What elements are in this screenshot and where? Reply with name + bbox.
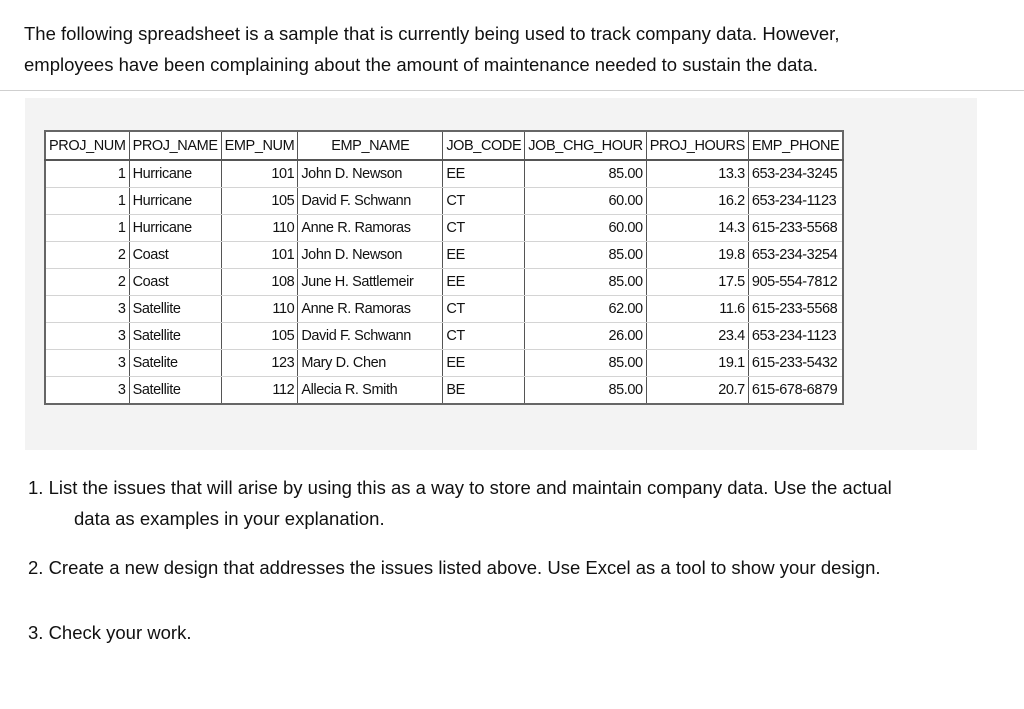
cell-job-chg-hour: 60.00 (525, 215, 646, 242)
cell-proj-hours: 23.4 (646, 323, 748, 350)
cell-proj-name: Coast (129, 269, 221, 296)
cell-proj-hours: 19.8 (646, 242, 748, 269)
cell-emp-num: 101 (221, 160, 298, 188)
header-job-chg-hour: JOB_CHG_HOUR (525, 131, 646, 160)
table-row (45, 323, 843, 350)
cell-emp-name: Allecia R. Smith (298, 377, 443, 405)
cell-job-code: EE (443, 269, 525, 296)
intro-line-2: employees have been complaining about the amount of maintenance needed to sustain the data. (24, 54, 819, 75)
cell-emp-num: 105 (221, 323, 298, 350)
cell-proj-hours: 17.5 (646, 269, 748, 296)
cell-proj-num: 3 (45, 377, 129, 405)
table-row (45, 242, 843, 269)
cell-emp-name: David F. Schwann (298, 323, 443, 350)
cell-emp-name: Mary D. Chen (298, 350, 443, 377)
table-row (45, 269, 843, 296)
cell-emp-phone: 615-678-6879 (748, 377, 843, 405)
cell-emp-name: David F. Schwann (298, 188, 443, 215)
cell-emp-name: Anne R. Ramoras (298, 296, 443, 323)
table-row (45, 296, 843, 323)
cell-proj-num: 1 (45, 188, 129, 215)
cell-emp-name: John D. Newson (298, 160, 443, 188)
table-row (45, 160, 843, 188)
intro-text (24, 18, 984, 80)
cell-proj-hours: 11.6 (646, 296, 748, 323)
intro-line-1: The following spreadsheet is a sample that is currently being used to track company data. However, (24, 23, 840, 44)
table-row (45, 377, 843, 405)
cell-proj-name: Satellite (129, 323, 221, 350)
cell-emp-phone: 653-234-3254 (748, 242, 843, 269)
cell-proj-num: 3 (45, 296, 129, 323)
cell-proj-num: 1 (45, 160, 129, 188)
cell-emp-phone: 615-233-5432 (748, 350, 843, 377)
cell-emp-phone: 905-554-7812 (748, 269, 843, 296)
cell-job-chg-hour: 85.00 (525, 160, 646, 188)
cell-job-code: CT (443, 323, 525, 350)
cell-proj-name: Coast (129, 242, 221, 269)
cell-emp-num: 108 (221, 269, 298, 296)
cell-emp-phone: 615-233-5568 (748, 296, 843, 323)
header-emp-name: EMP_NAME (298, 131, 443, 160)
cell-proj-num: 2 (45, 242, 129, 269)
cell-job-code: CT (443, 188, 525, 215)
header-emp-phone: EMP_PHONE (748, 131, 843, 160)
cell-job-chg-hour: 85.00 (525, 350, 646, 377)
question-2: 2. Create a new design that addresses the issues listed above. Use Excel as a tool to show your design. (28, 557, 881, 578)
cell-emp-num: 110 (221, 215, 298, 242)
cell-proj-name: Hurricane (129, 215, 221, 242)
cell-emp-phone: 615-233-5568 (748, 215, 843, 242)
cell-job-chg-hour: 85.00 (525, 242, 646, 269)
cell-emp-num: 112 (221, 377, 298, 405)
cell-job-chg-hour: 26.00 (525, 323, 646, 350)
cell-emp-num: 123 (221, 350, 298, 377)
cell-emp-num: 105 (221, 188, 298, 215)
cell-proj-num: 3 (45, 323, 129, 350)
cell-emp-phone: 653-234-3245 (748, 160, 843, 188)
cell-proj-name: Hurricane (129, 160, 221, 188)
cell-emp-num: 101 (221, 242, 298, 269)
spreadsheet-table (44, 130, 844, 405)
header-proj-num: PROJ_NUM (45, 131, 129, 160)
cell-proj-num: 2 (45, 269, 129, 296)
header-proj-hours: PROJ_HOURS (646, 131, 748, 160)
cell-emp-phone: 653-234-1123 (748, 323, 843, 350)
cell-job-code: CT (443, 215, 525, 242)
cell-proj-name: Satelite (129, 350, 221, 377)
cell-proj-hours: 13.3 (646, 160, 748, 188)
cell-proj-hours: 14.3 (646, 215, 748, 242)
cell-proj-hours: 19.1 (646, 350, 748, 377)
cell-proj-num: 3 (45, 350, 129, 377)
divider (0, 90, 1024, 91)
cell-proj-num: 1 (45, 215, 129, 242)
cell-emp-num: 110 (221, 296, 298, 323)
cell-job-chg-hour: 85.00 (525, 269, 646, 296)
cell-proj-name: Hurricane (129, 188, 221, 215)
cell-proj-name: Satellite (129, 377, 221, 405)
question-1-line-1: 1. List the issues that will arise by using this as a way to store and maintain company data. Use the actual (28, 477, 892, 498)
header-proj-name: PROJ_NAME (129, 131, 221, 160)
table-row (45, 215, 843, 242)
header-job-code: JOB_CODE (443, 131, 525, 160)
cell-job-chg-hour: 85.00 (525, 377, 646, 405)
cell-job-code: EE (443, 350, 525, 377)
cell-job-chg-hour: 62.00 (525, 296, 646, 323)
cell-emp-name: John D. Newson (298, 242, 443, 269)
header-emp-num: EMP_NUM (221, 131, 298, 160)
cell-job-chg-hour: 60.00 (525, 188, 646, 215)
cell-emp-name: Anne R. Ramoras (298, 215, 443, 242)
cell-emp-name: June H. Sattlemeir (298, 269, 443, 296)
cell-emp-phone: 653-234-1123 (748, 188, 843, 215)
cell-proj-hours: 16.2 (646, 188, 748, 215)
cell-job-code: EE (443, 160, 525, 188)
cell-job-code: EE (443, 242, 525, 269)
header-row (45, 131, 843, 160)
table-row (45, 350, 843, 377)
cell-proj-name: Satellite (129, 296, 221, 323)
question-1-line-2: data as examples in your explanation. (74, 508, 385, 529)
cell-proj-hours: 20.7 (646, 377, 748, 405)
question-list (28, 472, 988, 583)
question-3: 3. Check your work. (28, 622, 192, 643)
table-row (45, 188, 843, 215)
cell-job-code: CT (443, 296, 525, 323)
cell-job-code: BE (443, 377, 525, 405)
